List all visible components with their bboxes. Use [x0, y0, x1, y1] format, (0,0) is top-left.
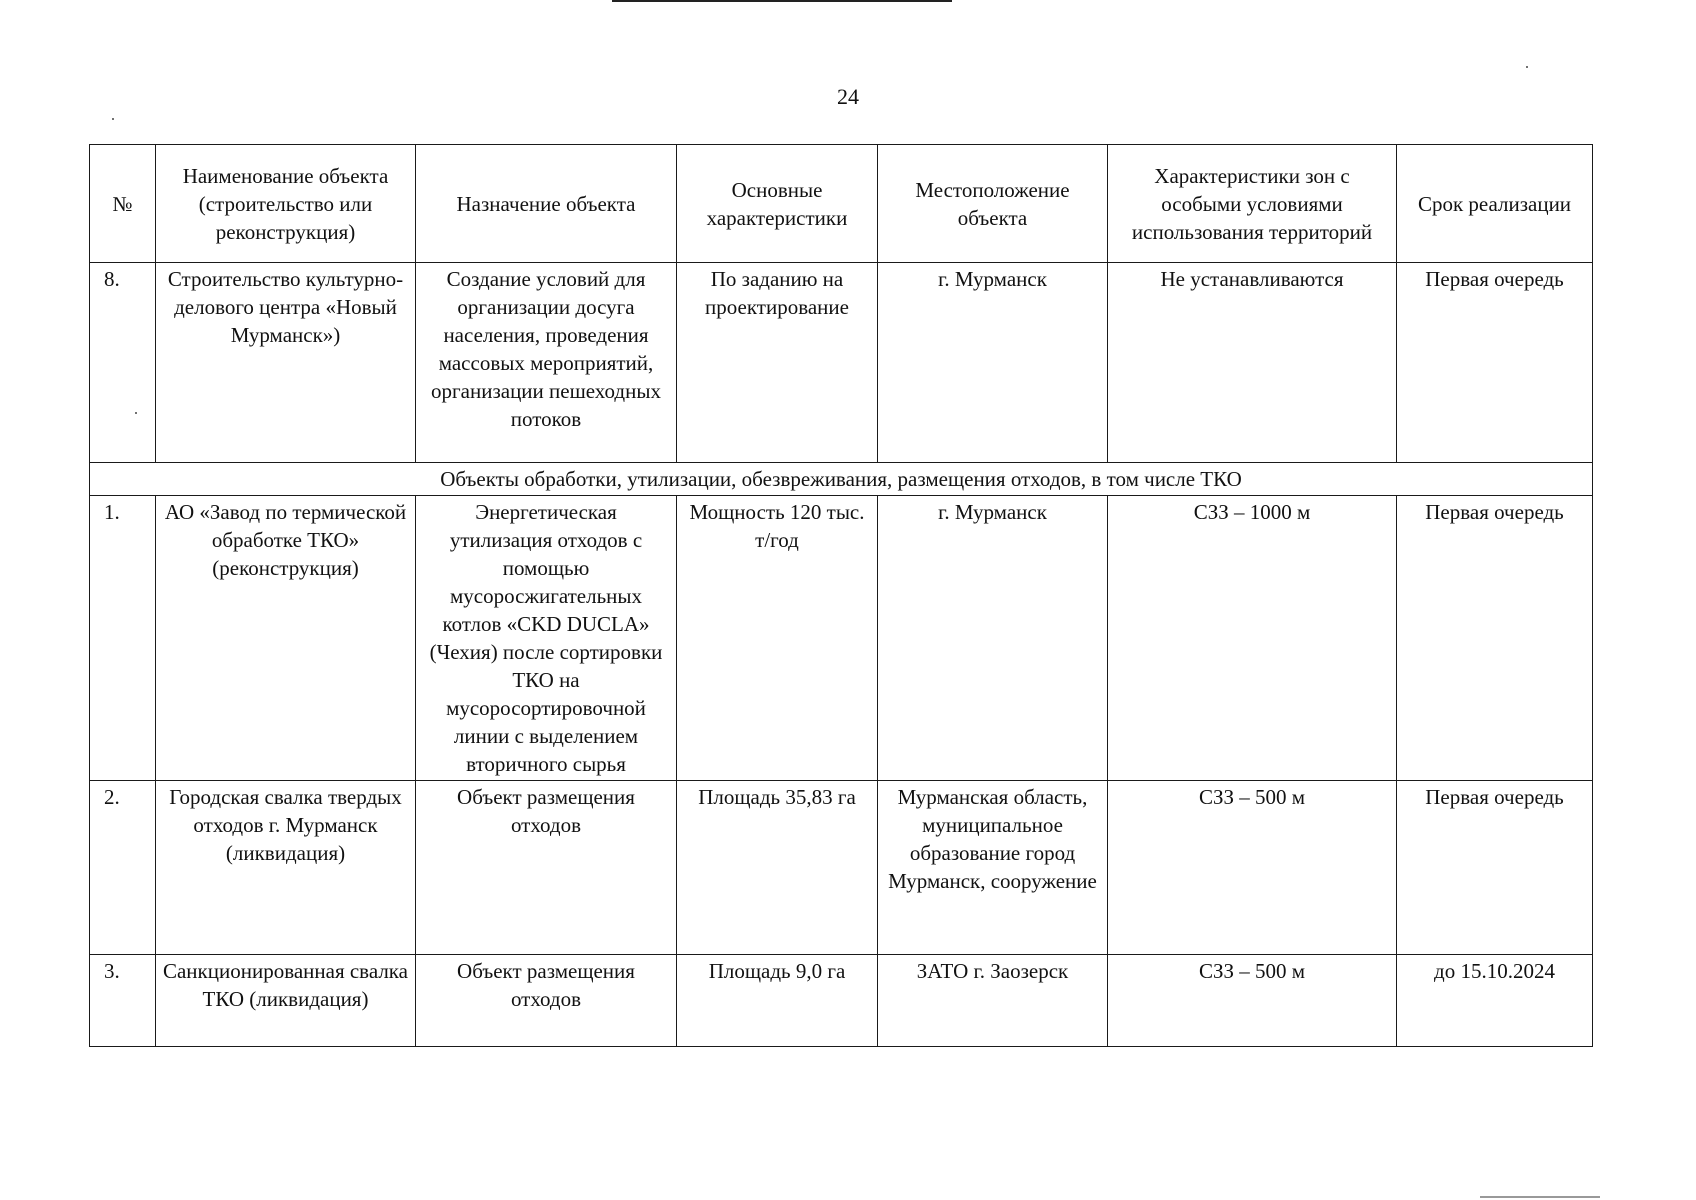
table-header-row: [90, 145, 1593, 263]
scan-speck: [1526, 66, 1528, 68]
header-main-characteristics: Основные характеристики: [677, 145, 878, 263]
scan-speck: [112, 118, 114, 120]
cell-main-characteristics: По заданию на проектирование: [677, 263, 878, 463]
cell-zone-characteristics: СЗЗ – 1000 м: [1108, 496, 1397, 781]
cell-object-purpose: Энергетическая утилизация отходов с помощью мусоросжигательных котлов «CKD DUCLA» (Чехия) после сортировки ТКО на мусоросортировочной линии с выделением вторичного сырья: [416, 496, 677, 781]
cell-location: ЗАТО г. Заозерск: [878, 955, 1108, 1047]
cell-object-name: АО «Завод по термической обработке ТКО» (реконструкция): [156, 496, 416, 781]
cell-implementation-term: Первая очередь: [1397, 496, 1593, 781]
cell-main-characteristics: Площадь 35,83 га: [677, 781, 878, 955]
header-number: №: [90, 145, 156, 263]
cell-number: 2.: [90, 781, 156, 955]
cell-implementation-term: Первая очередь: [1397, 263, 1593, 463]
section-heading-row: [90, 463, 1593, 496]
header-location: Местоположение объекта: [878, 145, 1108, 263]
cell-number: 1.: [90, 496, 156, 781]
objects-table: [89, 144, 1593, 1047]
top-edge-rule: [612, 0, 952, 2]
cell-object-name: Городская свалка твердых отходов г. Мурманск (ликвидация): [156, 781, 416, 955]
cell-zone-characteristics: Не устанавливаются: [1108, 263, 1397, 463]
cell-number: 8.: [90, 263, 156, 463]
cell-location: г. Мурманск: [878, 496, 1108, 781]
cell-main-characteristics: Мощность 120 тыс. т/год: [677, 496, 878, 781]
cell-location: Мурманская область, муниципальное образование город Мурманск, сооружение: [878, 781, 1108, 955]
cell-implementation-term: до 15.10.2024: [1397, 955, 1593, 1047]
cell-object-name: Строительство культурно-делового центра «Новый Мурманск»): [156, 263, 416, 463]
cell-object-purpose: Объект размещения отходов: [416, 955, 677, 1047]
table-row: [90, 263, 1593, 463]
cell-implementation-term: Первая очередь: [1397, 781, 1593, 955]
cell-object-purpose: Объект размещения отходов: [416, 781, 677, 955]
cell-location: г. Мурманск: [878, 263, 1108, 463]
table-row: [90, 955, 1593, 1047]
cell-main-characteristics: Площадь 9,0 га: [677, 955, 878, 1047]
section-heading: Объекты обработки, утилизации, обезвреживания, размещения отходов, в том числе ТКО: [90, 463, 1593, 496]
table-row: [90, 781, 1593, 955]
scan-edge-smudge: [1480, 1196, 1600, 1198]
cell-number: 3.: [90, 955, 156, 1047]
cell-object-purpose: Создание условий для организации досуга населения, проведения массовых мероприятий, организации пешеходных потоков: [416, 263, 677, 463]
header-object-name: Наименование объекта (строительство или реконструкция): [156, 145, 416, 263]
cell-object-name: Санкционированная свалка ТКО (ликвидация): [156, 955, 416, 1047]
header-zone-characteristics: Характеристики зон с особыми условиями использования территорий: [1108, 145, 1397, 263]
header-implementation-term: Срок реализации: [1397, 145, 1593, 263]
cell-zone-characteristics: СЗЗ – 500 м: [1108, 781, 1397, 955]
page-number: 24: [837, 84, 859, 109]
cell-zone-characteristics: СЗЗ – 500 м: [1108, 955, 1397, 1047]
table-row: [90, 496, 1593, 781]
header-object-purpose: Назначение объекта: [416, 145, 677, 263]
